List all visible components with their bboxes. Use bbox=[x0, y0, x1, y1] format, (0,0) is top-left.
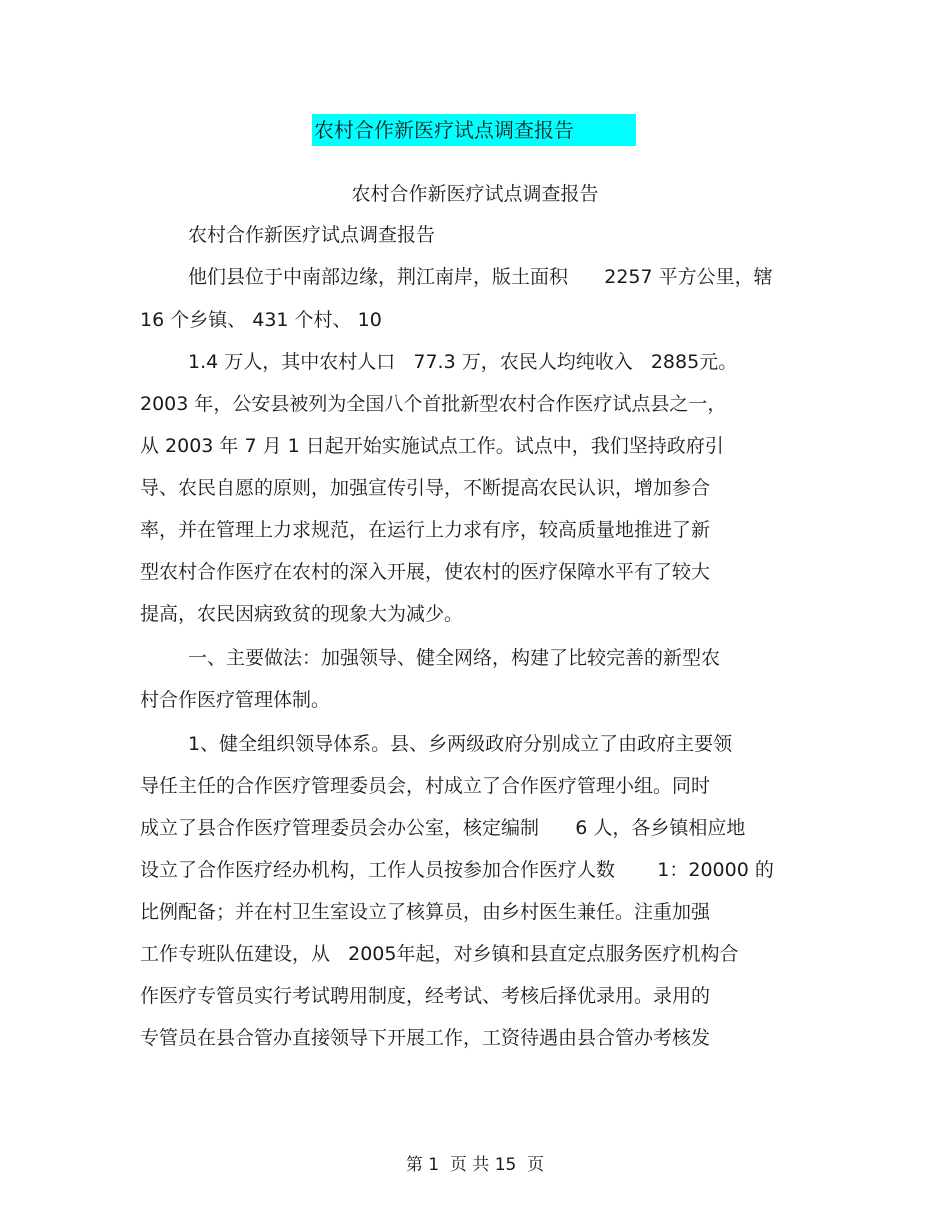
body-line: 型农村合作医疗在农村的深入开展，使农村的医疗保障水平有了较大 bbox=[140, 561, 711, 583]
body-line: 16 个乡镇、 431 个村、 10 bbox=[140, 309, 382, 331]
body-line: 设立了合作医疗经办机构，工作人员按参加合作医疗人数 1：20000 的 bbox=[140, 859, 774, 881]
body-line: 1.4 万人，其中农村人口 77.3 万，农民人均纯收入 2885元。 bbox=[188, 351, 738, 373]
section-heading: 村合作医疗管理体制。 bbox=[140, 689, 331, 711]
body-line: 从 2003 年 7 月 1 日起开始实施试点工作。试点中，我们坚持政府引 bbox=[140, 435, 724, 457]
body-line: 比例配备；并在村卫生室设立了核算员，由乡村医生兼任。注重加强 bbox=[140, 901, 711, 923]
page-number-footer: 第 1 页 共 15 页 bbox=[405, 1155, 545, 1175]
body-line: 成立了县合作医疗管理委员会办公室，核定编制 6 人，各乡镇相应地 bbox=[140, 817, 746, 839]
highlighted-title: 农村合作新医疗试点调查报告 bbox=[312, 114, 636, 146]
body-line: 1、健全组织领导体系。县、乡两级政府分别成立了由政府主要领 bbox=[188, 733, 733, 755]
body-line: 提高，农民因病致贫的现象大为减少。 bbox=[140, 603, 464, 625]
document-subtitle: 农村合作新医疗试点调查报告 bbox=[351, 183, 599, 205]
body-line: 率，并在管理上力求规范，在运行上力求有序，较高质量地推进了新 bbox=[140, 519, 711, 541]
section-heading: 一、主要做法：加强领导、健全网络，构建了比较完善的新型农 bbox=[188, 647, 721, 669]
body-line: 作医疗专管员实行考试聘用制度，经考试、考核后择优录用。录用的 bbox=[140, 985, 711, 1007]
body-line: 农村合作新医疗试点调查报告 bbox=[188, 224, 436, 246]
body-line: 导任主任的合作医疗管理委员会，村成立了合作医疗管理小组。同时 bbox=[140, 775, 711, 797]
body-line: 工作专班队伍建设，从 2005年起，对乡镇和县直定点服务医疗机构合 bbox=[140, 943, 739, 965]
body-line: 他们县位于中南部边缘，荆江南岸，版土面积 2257 平方公里，辖 bbox=[188, 266, 773, 288]
body-line: 导、农民自愿的原则，加强宣传引导，不断提高农民认识，增加参合 bbox=[140, 477, 711, 499]
body-line: 2003 年，公安县被列为全国八个首批新型农村合作医疗试点县之一， bbox=[140, 393, 727, 415]
body-line: 专管员在县合管办直接领导下开展工作，工资待遇由县合管办考核发 bbox=[140, 1027, 711, 1049]
